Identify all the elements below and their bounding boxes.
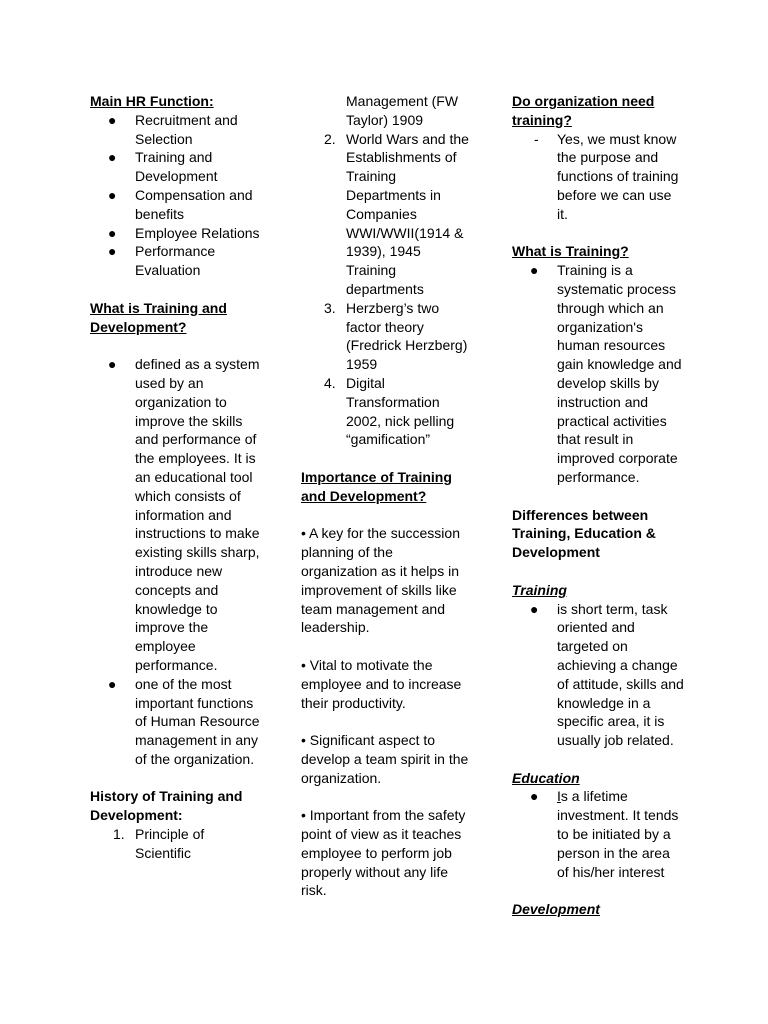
column-middle (301, 92, 473, 900)
list-item-text: Employee Relations (135, 224, 260, 241)
list-item (512, 130, 684, 224)
number-marker: 2. (324, 130, 336, 147)
number-marker: 4. (324, 374, 336, 391)
column-left (90, 92, 262, 863)
bullet-icon: ● (108, 111, 117, 128)
education-label: Education (512, 769, 580, 786)
importance-heading: Importance of Training and Development? (301, 468, 452, 504)
what-training-heading: What is Training? (512, 243, 629, 260)
list-item-text: Herzberg’s two factor theory (Fredrick Herzberg) 1959 (346, 299, 468, 373)
list-item (90, 148, 262, 186)
dash-icon: - (534, 130, 539, 147)
number-marker: 1. (113, 826, 125, 843)
list-item-text: Compensation and benefits (135, 186, 253, 222)
list-item (90, 355, 262, 675)
list-item (90, 224, 262, 243)
list-item-text: is short term, task oriented and targeted on achieving a change of attitude, skills and knowledge in a specific area, it is usually job related. (557, 600, 684, 749)
what-training-list (512, 261, 684, 487)
need-list (512, 130, 684, 224)
what-td-list (90, 355, 262, 769)
what-td-heading: What is Training and Development? (90, 299, 227, 335)
bullet-icon: ● (530, 600, 539, 617)
importance-paragraph: • Important from the safety point of view as it teaches employee to perform job properly without any life risk. (301, 807, 466, 899)
bullet-icon: ● (530, 262, 539, 279)
list-item (90, 242, 262, 280)
list-item (90, 675, 262, 769)
list-item (301, 92, 473, 130)
list-item-text: one of the most important functions of Human Resource management in any of the organization. (135, 675, 260, 767)
training-label: Training (512, 581, 567, 598)
list-item (90, 186, 262, 224)
list-item (90, 825, 262, 863)
bullet-icon: ● (530, 788, 539, 805)
list-item-text: defined as a system used by an organization to improve the skills and performance of the employees. It is an educational tool which consists of information and instructions to make existing skills sharp, introduce new concepts and knowledge to improve the employee performance. (135, 356, 260, 673)
training-list (512, 600, 684, 750)
education-first-letter: I (557, 788, 561, 805)
list-item-text: Performance Evaluation (135, 243, 216, 279)
education-list (512, 787, 684, 881)
history-heading: History of Training and Development: (90, 788, 243, 824)
list-item-text: s a lifetime investment. It tends to be initiated by a person in the area of his/her interest (557, 788, 679, 880)
list-item-text: Recruitment and Selection (135, 111, 238, 147)
list-item-text: Training is a systematic process through which an organization's human resources gain knowledge and develop skills by instruction and practical activities that result in improved corporate performance. (557, 262, 682, 485)
list-item (301, 374, 473, 449)
history-list-start (90, 825, 262, 863)
list-item-text: World Wars and the Establishments of Training Departments in Companies WWI/WWII(1914 & 1939), 1945 Training departments (346, 130, 469, 297)
hr-functions-list (90, 111, 262, 280)
bullet-icon: ● (108, 243, 117, 260)
list-item (90, 111, 262, 149)
development-label: Development (512, 901, 600, 918)
list-item (512, 600, 684, 750)
bullet-icon: ● (108, 675, 117, 692)
list-item (512, 261, 684, 487)
bullet-icon: ● (108, 149, 117, 166)
importance-paragraph: • A key for the succession planning of the organization as it helps in improvement of skills like team management and leadership. (301, 525, 460, 636)
list-item-text: Training and Development (135, 149, 218, 185)
list-item-text: Principle of Scientific (135, 826, 205, 861)
need-heading: Do organization need training? (512, 93, 655, 128)
main-hr-heading: Main HR Function: (90, 93, 214, 109)
column-right (512, 92, 684, 919)
importance-paragraph: • Vital to motivate the employee and to increase their productivity. (301, 656, 462, 711)
history-list-cont (301, 92, 473, 449)
bullet-icon: ● (108, 224, 117, 241)
list-item-text: Management (FW Taylor) 1909 (346, 93, 459, 128)
bullet-icon: ● (108, 356, 117, 373)
number-marker: 3. (324, 299, 336, 316)
differences-heading: Differences between Training, Education & Development (512, 506, 656, 561)
importance-paragraph: • Significant aspect to develop a team spirit in the organization. (301, 732, 469, 786)
bullet-icon: ● (108, 186, 117, 203)
list-item (301, 299, 473, 374)
list-item-text: Digital Transformation 2002, nick pelling “gamification” (346, 374, 455, 448)
list-item-text: Yes, we must know the purpose and functions of training before we can use it. (557, 130, 679, 222)
list-item (301, 130, 473, 299)
list-item (512, 787, 684, 881)
